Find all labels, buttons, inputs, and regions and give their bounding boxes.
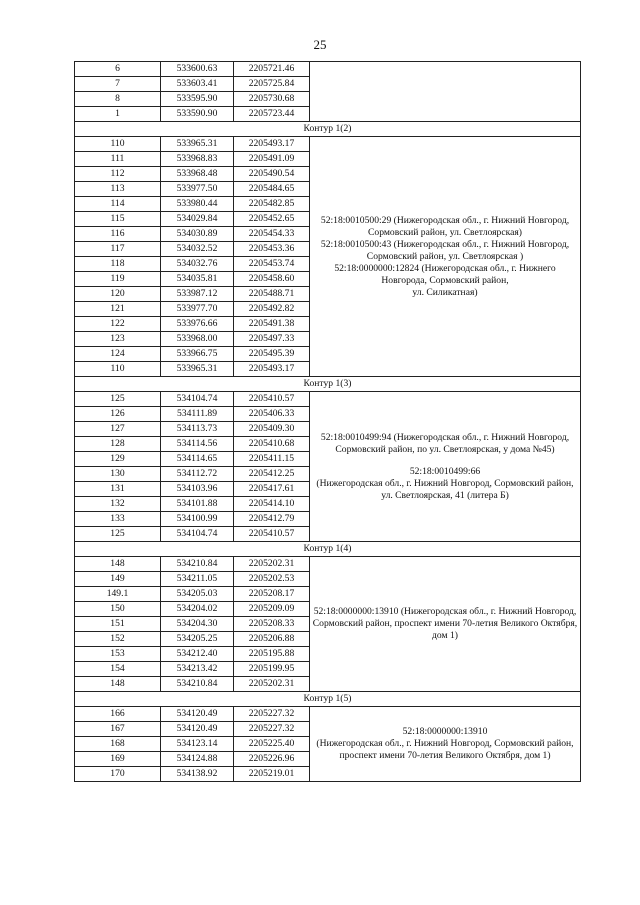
point-number: 111	[75, 152, 161, 167]
x-coordinate: 534032.52	[161, 242, 234, 257]
point-number: 119	[75, 272, 161, 287]
point-number: 154	[75, 662, 161, 677]
cadastral-description	[310, 392, 581, 542]
point-number: 125	[75, 392, 161, 407]
description-line: (Нижегородская обл., г. Нижний Новгород, Сормовский район, проспект имени 70-летия Великого Октября, дом 1)	[316, 738, 574, 761]
point-number: 168	[75, 737, 161, 752]
cadastral-description	[310, 137, 581, 377]
y-coordinate: 2205497.33	[234, 332, 310, 347]
point-number: 130	[75, 467, 161, 482]
y-coordinate: 2205493.17	[234, 362, 310, 377]
x-coordinate: 534213.42	[161, 662, 234, 677]
y-coordinate: 2205411.15	[234, 452, 310, 467]
x-coordinate: 534120.49	[161, 707, 234, 722]
description-line	[312, 456, 578, 466]
point-number: 115	[75, 212, 161, 227]
x-coordinate: 534035.81	[161, 272, 234, 287]
x-coordinate: 534212.40	[161, 647, 234, 662]
y-coordinate: 2205219.01	[234, 767, 310, 782]
description-line: 52:18:0010499:94 (Нижегородская обл., г. Нижний Новгород, Сормовский район, по ул. Светлоярская, у дома №45)	[320, 431, 570, 455]
y-coordinate: 2205202.31	[234, 557, 310, 572]
contour-title: Контур 1(5)	[75, 692, 581, 707]
contour-header-row	[75, 542, 581, 557]
x-coordinate: 533600.63	[161, 62, 234, 77]
point-number: 128	[75, 437, 161, 452]
x-coordinate: 533595.90	[161, 92, 234, 107]
point-number: 148	[75, 557, 161, 572]
x-coordinate: 534204.30	[161, 617, 234, 632]
x-coordinate: 534100.99	[161, 512, 234, 527]
point-number: 152	[75, 632, 161, 647]
x-coordinate: 533980.44	[161, 197, 234, 212]
x-coordinate: 533965.31	[161, 137, 234, 152]
y-coordinate: 2205409.30	[234, 422, 310, 437]
point-number: 123	[75, 332, 161, 347]
y-coordinate: 2205209.09	[234, 602, 310, 617]
y-coordinate: 2205495.39	[234, 347, 310, 362]
y-coordinate: 2205493.17	[234, 137, 310, 152]
table-row	[75, 557, 581, 572]
point-number: 112	[75, 167, 161, 182]
x-coordinate: 533965.31	[161, 362, 234, 377]
x-coordinate: 533603.41	[161, 77, 234, 92]
y-coordinate: 2205491.38	[234, 317, 310, 332]
cadastral-description	[310, 557, 581, 692]
point-number: 170	[75, 767, 161, 782]
x-coordinate: 534123.14	[161, 737, 234, 752]
point-number: 116	[75, 227, 161, 242]
point-number: 149	[75, 572, 161, 587]
table-row	[75, 392, 581, 407]
x-coordinate: 534113.73	[161, 422, 234, 437]
y-coordinate: 2205410.68	[234, 437, 310, 452]
page-number: 25	[313, 37, 327, 52]
description-line: 52:18:0010500:29 (Нижегородская обл., г. Нижний Новгород, Сормовский район, ул. Светлоярская)	[320, 214, 570, 238]
point-number: 7	[75, 77, 161, 92]
y-coordinate: 2205227.32	[234, 707, 310, 722]
point-number: 110	[75, 137, 161, 152]
contour-header-row	[75, 377, 581, 392]
point-number: 169	[75, 752, 161, 767]
y-coordinate: 2205199.95	[234, 662, 310, 677]
x-coordinate: 534114.65	[161, 452, 234, 467]
contour-header-row	[75, 122, 581, 137]
y-coordinate: 2205227.32	[234, 722, 310, 737]
point-number: 8	[75, 92, 161, 107]
y-coordinate: 2205208.17	[234, 587, 310, 602]
y-coordinate: 2205488.71	[234, 287, 310, 302]
point-number: 1	[75, 107, 161, 122]
point-number: 131	[75, 482, 161, 497]
point-number: 117	[75, 242, 161, 257]
x-coordinate: 534124.88	[161, 752, 234, 767]
x-coordinate: 533977.50	[161, 182, 234, 197]
y-coordinate: 2205208.33	[234, 617, 310, 632]
x-coordinate: 533968.48	[161, 167, 234, 182]
x-coordinate: 534104.74	[161, 527, 234, 542]
contour-title: Контур 1(2)	[75, 122, 581, 137]
y-coordinate: 2205723.44	[234, 107, 310, 122]
y-coordinate: 2205454.33	[234, 227, 310, 242]
contour-title: Контур 1(3)	[75, 377, 581, 392]
table-row	[75, 137, 581, 152]
x-coordinate: 534104.74	[161, 392, 234, 407]
y-coordinate: 2205490.54	[234, 167, 310, 182]
y-coordinate: 2205414.10	[234, 497, 310, 512]
x-coordinate: 534032.76	[161, 257, 234, 272]
y-coordinate: 2205406.33	[234, 407, 310, 422]
description-line: (Нижегородская обл., г. Нижний Новгород, Сормовский район,	[316, 477, 574, 489]
x-coordinate: 534029.84	[161, 212, 234, 227]
y-coordinate: 2205226.96	[234, 752, 310, 767]
y-coordinate: 2205417.61	[234, 482, 310, 497]
contour-title: Контур 1(4)	[75, 542, 581, 557]
table-row	[75, 707, 581, 722]
description-line: 52:18:0010500:43 (Нижегородская обл., г. Нижний Новгород, Сормовский район, ул. Светлоярская )	[320, 238, 570, 262]
point-number: 125	[75, 527, 161, 542]
x-coordinate: 533976.66	[161, 317, 234, 332]
y-coordinate: 2205206.88	[234, 632, 310, 647]
cadastral-description	[310, 62, 581, 122]
point-number: 148	[75, 677, 161, 692]
y-coordinate: 2205730.68	[234, 92, 310, 107]
x-coordinate: 534120.49	[161, 722, 234, 737]
y-coordinate: 2205484.65	[234, 182, 310, 197]
point-number: 6	[75, 62, 161, 77]
point-number: 127	[75, 422, 161, 437]
point-number: 118	[75, 257, 161, 272]
x-coordinate: 534205.03	[161, 587, 234, 602]
y-coordinate: 2205453.74	[234, 257, 310, 272]
point-number: 122	[75, 317, 161, 332]
y-coordinate: 2205410.57	[234, 392, 310, 407]
point-number: 110	[75, 362, 161, 377]
y-coordinate: 2205202.53	[234, 572, 310, 587]
y-coordinate: 2205453.36	[234, 242, 310, 257]
y-coordinate: 2205410.57	[234, 527, 310, 542]
y-coordinate: 2205725.84	[234, 77, 310, 92]
y-coordinate: 2205458.60	[234, 272, 310, 287]
x-coordinate: 534114.56	[161, 437, 234, 452]
x-coordinate: 533987.12	[161, 287, 234, 302]
y-coordinate: 2205482.85	[234, 197, 310, 212]
y-coordinate: 2205721.46	[234, 62, 310, 77]
y-coordinate: 2205412.79	[234, 512, 310, 527]
point-number: 166	[75, 707, 161, 722]
description-line: 52:18:0010499:66	[409, 465, 481, 477]
x-coordinate: 534112.72	[161, 467, 234, 482]
x-coordinate: 534111.89	[161, 407, 234, 422]
y-coordinate: 2205491.09	[234, 152, 310, 167]
y-coordinate: 2205195.88	[234, 647, 310, 662]
x-coordinate: 534101.88	[161, 497, 234, 512]
x-coordinate: 534210.84	[161, 557, 234, 572]
point-number: 151	[75, 617, 161, 632]
x-coordinate: 533966.75	[161, 347, 234, 362]
point-number: 129	[75, 452, 161, 467]
point-number: 126	[75, 407, 161, 422]
x-coordinate: 533590.90	[161, 107, 234, 122]
y-coordinate: 2205492.82	[234, 302, 310, 317]
cadastral-description	[310, 707, 581, 782]
coordinates-table-body	[75, 62, 581, 782]
table-row	[75, 62, 581, 77]
y-coordinate: 2205452.65	[234, 212, 310, 227]
description-line: 52:18:0000000:13910 (Нижегородская обл., г. Нижний Новгород, Сормовский район, проспект имени 70-летия Великого Октября, дом 1)	[312, 606, 578, 641]
x-coordinate: 534103.96	[161, 482, 234, 497]
point-number: 150	[75, 602, 161, 617]
contour-header-row	[75, 692, 581, 707]
point-number: 133	[75, 512, 161, 527]
y-coordinate: 2205202.31	[234, 677, 310, 692]
x-coordinate: 534210.84	[161, 677, 234, 692]
point-number: 124	[75, 347, 161, 362]
point-number: 114	[75, 197, 161, 212]
description-line: 52:18:0000000:13910	[402, 726, 488, 737]
point-number: 132	[75, 497, 161, 512]
x-coordinate: 534030.89	[161, 227, 234, 242]
y-coordinate: 2205412.25	[234, 467, 310, 482]
x-coordinate: 533968.83	[161, 152, 234, 167]
y-coordinate: 2205225.40	[234, 737, 310, 752]
point-number: 167	[75, 722, 161, 737]
x-coordinate: 534211.05	[161, 572, 234, 587]
description-line: ул. Силикатная)	[412, 286, 478, 298]
x-coordinate: 534138.92	[161, 767, 234, 782]
point-number: 153	[75, 647, 161, 662]
coordinates-table	[74, 61, 581, 782]
description-line: 52:18:0000000:12824 (Нижегородская обл., г. Нижнего Новгорода, Сормовский район,	[334, 262, 556, 286]
x-coordinate: 533968.00	[161, 332, 234, 347]
x-coordinate: 534204.02	[161, 602, 234, 617]
point-number: 120	[75, 287, 161, 302]
x-coordinate: 534205.25	[161, 632, 234, 647]
x-coordinate: 533977.70	[161, 302, 234, 317]
point-number: 113	[75, 182, 161, 197]
description-line: ул. Светлоярская, 41 (литера Б)	[381, 489, 509, 501]
point-number: 149.1	[75, 587, 161, 602]
point-number: 121	[75, 302, 161, 317]
